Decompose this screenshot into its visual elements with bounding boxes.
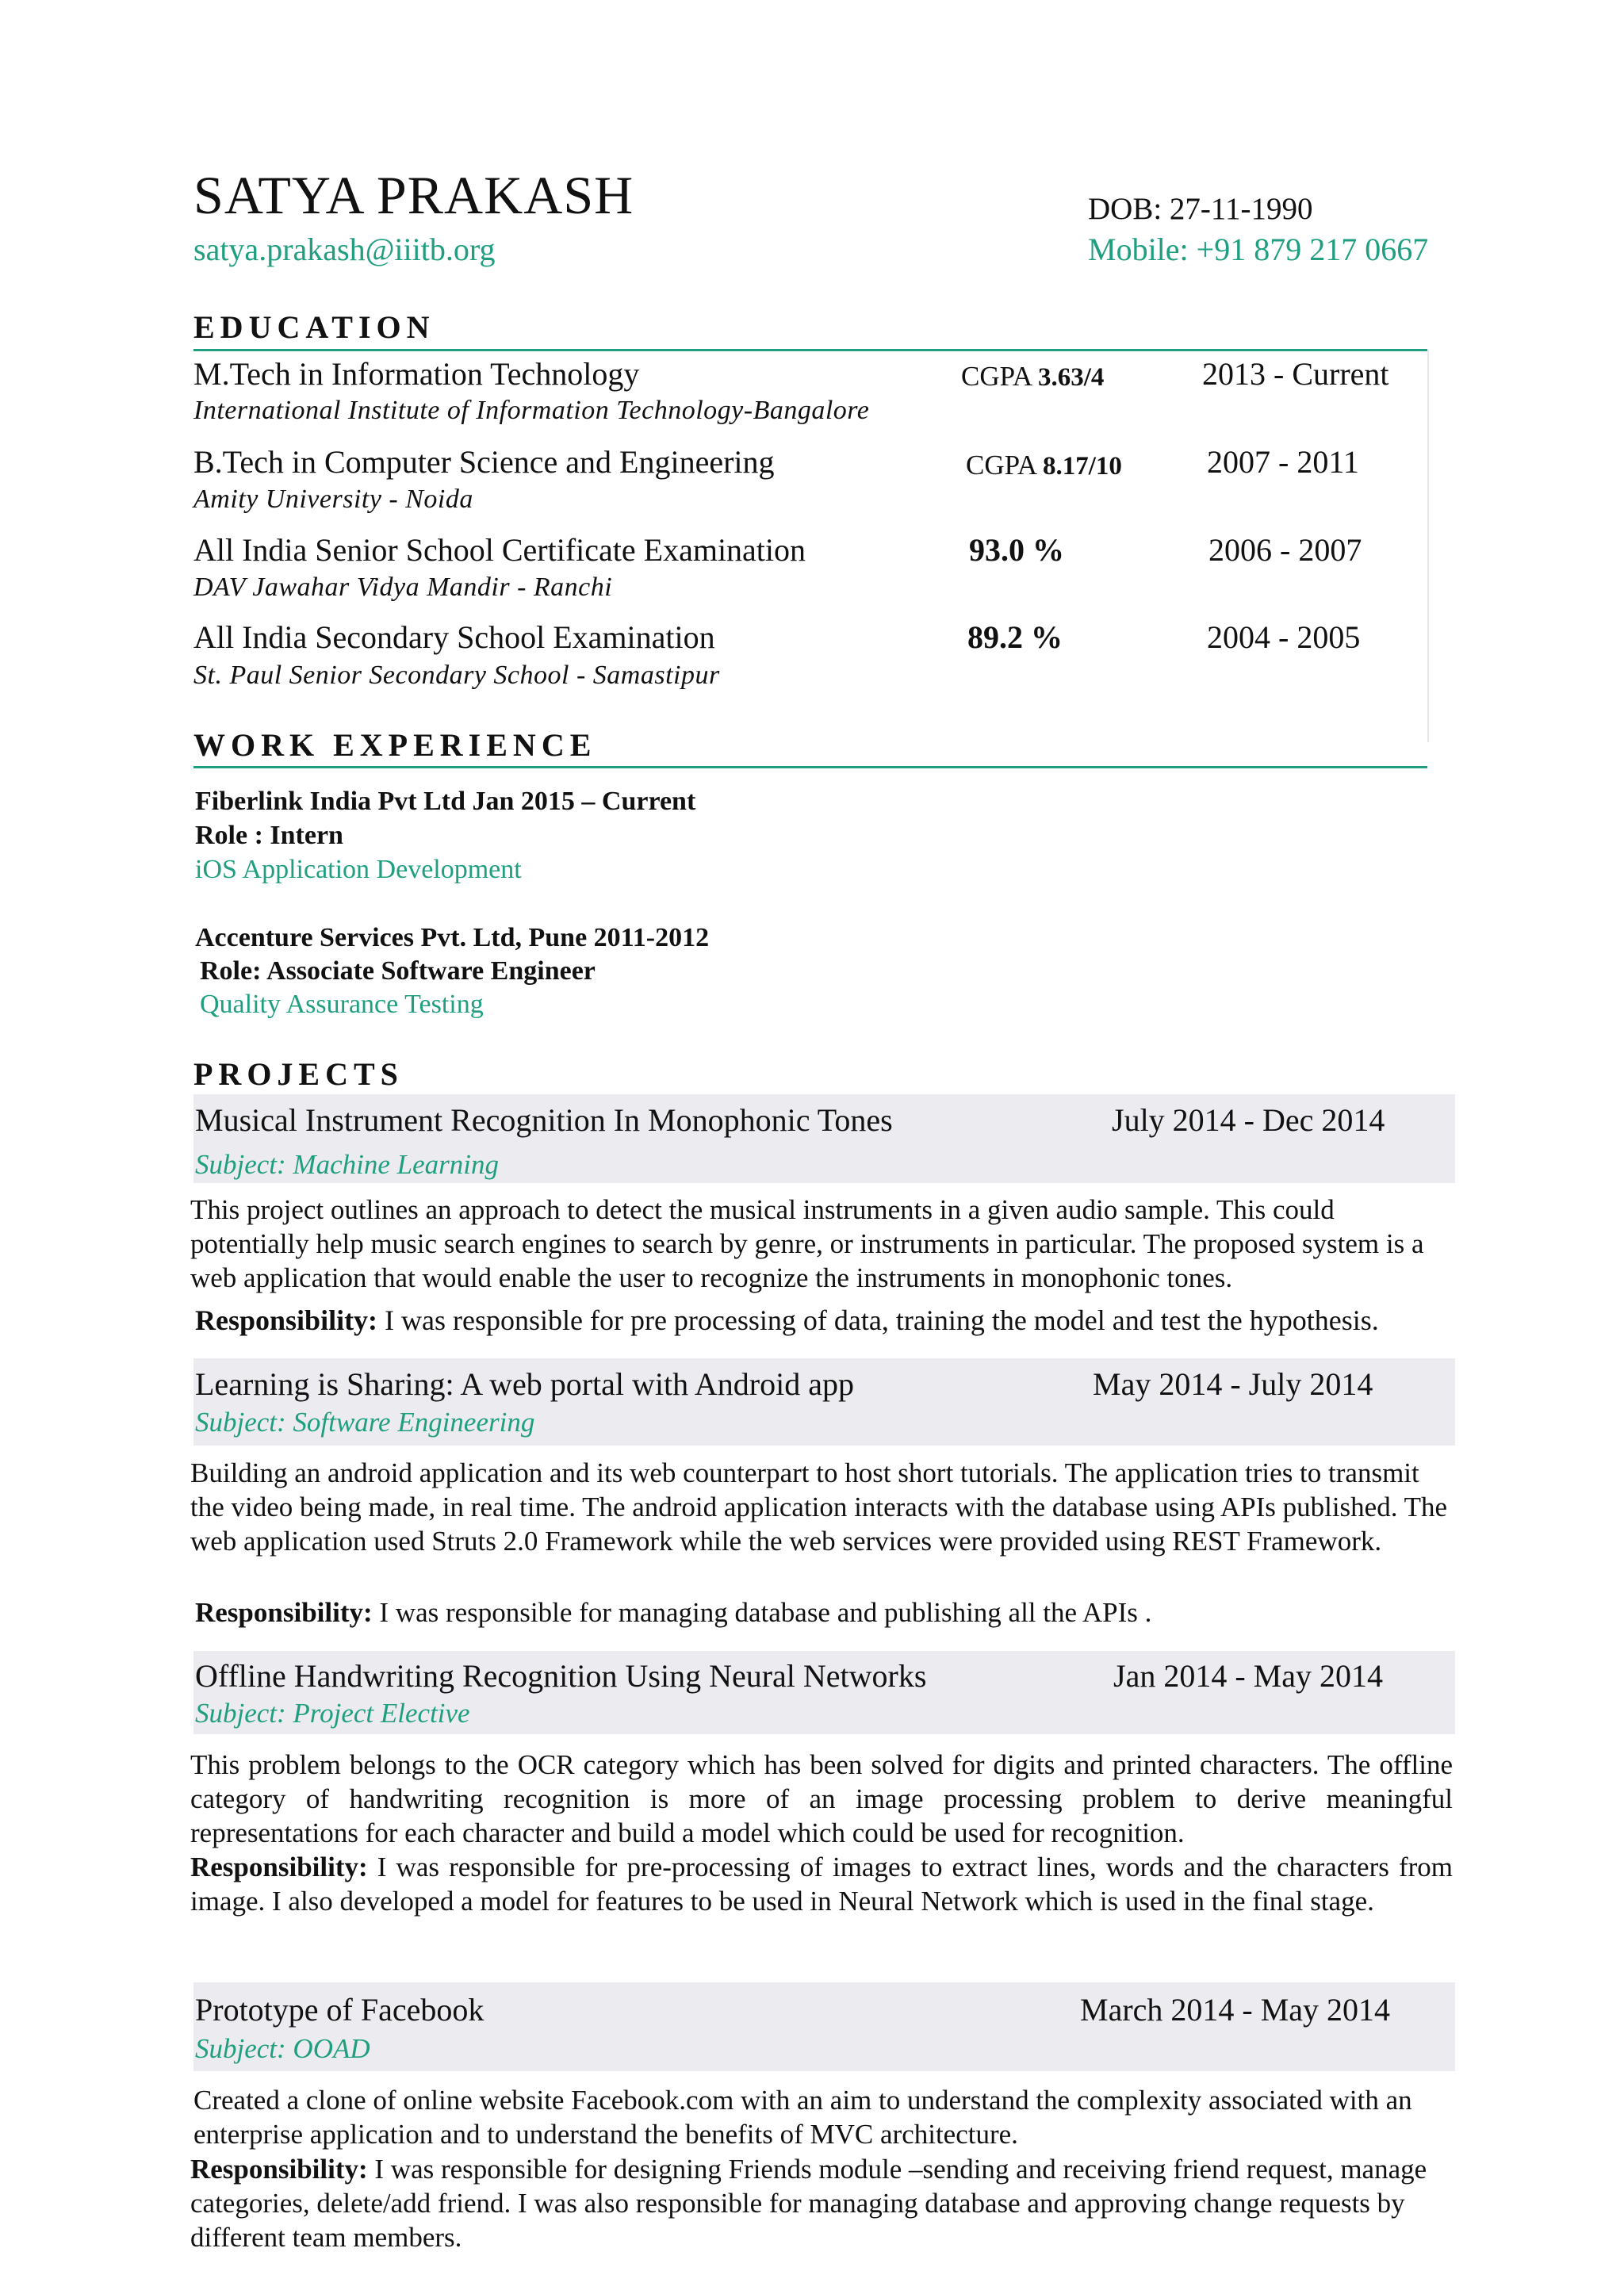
email-link[interactable]: satya.prakash@iiitb.org <box>193 232 496 267</box>
work-experience-divider <box>193 766 1427 768</box>
education-institution: Amity University - Noida <box>193 484 473 514</box>
project-dates: Jan 2014 - May 2014 <box>1113 1658 1383 1694</box>
project-dates: March 2014 - May 2014 <box>1080 1992 1391 2028</box>
project-title: Prototype of Facebook <box>195 1992 485 2028</box>
project-responsibility: Responsibility: I was responsible for designing Friends module –sending and receiving friend request, manage categories, delete/add friend. I was also responsible for managing database and approving change requests by different team members. <box>190 2154 1427 2253</box>
work-role: Role : Intern <box>195 821 343 850</box>
education-divider <box>193 349 1427 351</box>
education-institution: St. Paul Senior Secondary School - Samastipur <box>193 661 720 690</box>
education-years: 2013 - Current <box>1202 356 1389 392</box>
project-description: Building an android application and its web counterpart to host short tutorials. The application tries to transmit the video being made, in real time. The android application interacts with the database using APIs published. The web application used Struts 2.0 Framework while the web services were provided using REST Framework. <box>190 1457 1447 1557</box>
work-company: Accenture Services Pvt. Ltd, Pune 2011-2012 <box>195 923 710 952</box>
project-title: Musical Instrument Recognition In Monophonic Tones <box>195 1102 893 1138</box>
education-score: CGPA 8.17/10 <box>966 450 1122 481</box>
education-side-divider <box>1427 350 1429 742</box>
project-title: Offline Handwriting Recognition Using Neural Networks <box>195 1658 927 1694</box>
education-score: CGPA 3.63/4 <box>961 361 1105 392</box>
education-years: 2004 - 2005 <box>1207 619 1361 655</box>
candidate-name: SATYA PRAKASH <box>193 165 634 225</box>
project-description: This problem belongs to the OCR category which has been solved for digits and printed characters. The offline category of handwriting recognition is more of an image processing problem to derive meaningful representations for each character and build a model which could be used for recognition. <box>190 1749 1453 1848</box>
education-score: 89.2 % <box>967 619 1063 655</box>
project-responsibility: Responsibility: I was responsible for pre processing of data, training the model and test the hypothesis. <box>195 1304 1379 1336</box>
project-dates: May 2014 - July 2014 <box>1093 1366 1373 1402</box>
education-degree: M.Tech in Information Technology <box>193 356 640 392</box>
responsibility-label: Responsibility: <box>195 1597 373 1628</box>
project-subject: Subject: OOAD <box>195 2033 370 2064</box>
project-description: Created a clone of online website Facebook.com with an aim to understand the complexity associated with an enterprise application and to understand the benefits of MVC architecture. <box>193 2085 1412 2150</box>
work-description: Quality Assurance Testing <box>200 990 484 1019</box>
education-institution: DAV Jawahar Vidya Mandir - Ranchi <box>193 573 613 602</box>
project-description: This project outlines an approach to detect the musical instruments in a given audio sample. This could potentially help music search engines to search by genre, or instruments in particular. The proposed system is a web application that would enable the user to recognize the instruments in monophonic tones. <box>190 1194 1424 1293</box>
education-degree: All India Senior School Certificate Examination <box>193 532 806 568</box>
project-subject: Subject: Project Elective <box>195 1698 470 1729</box>
education-degree: All India Secondary School Examination <box>193 619 715 655</box>
date-of-birth: DOB: 27-11-1990 <box>1088 192 1313 226</box>
work-company: Fiberlink India Pvt Ltd Jan 2015 – Current <box>195 787 696 816</box>
education-score: 93.0 % <box>969 532 1064 568</box>
education-degree: B.Tech in Computer Science and Engineering <box>193 444 775 480</box>
project-responsibility: Responsibility: I was responsible for pre-processing of images to extract lines, words and the characters from image. I also developed a model for features to be used in Neural Network which is used in the final stage. <box>190 1852 1454 1917</box>
project-dates: July 2014 - Dec 2014 <box>1112 1102 1385 1138</box>
education-heading: EDUCATION <box>193 309 435 345</box>
responsibility-label: Responsibility: <box>190 1852 368 1882</box>
work-experience-heading: WORK EXPERIENCE <box>193 727 597 763</box>
project-title: Learning is Sharing: A web portal with Android app <box>195 1366 854 1402</box>
education-institution: International Institute of Information Technology-Bangalore <box>193 396 870 425</box>
project-subject: Subject: Machine Learning <box>195 1149 499 1180</box>
mobile-number: Mobile: +91 879 217 0667 <box>1088 232 1429 267</box>
work-role: Role: Associate Software Engineer <box>200 956 596 986</box>
responsibility-label: Responsibility: <box>190 2154 368 2185</box>
project-responsibility: Responsibility: I was responsible for managing database and publishing all the APIs . <box>195 1597 1152 1628</box>
projects-heading: PROJECTS <box>193 1056 404 1092</box>
work-description: iOS Application Development <box>195 855 522 884</box>
education-years: 2007 - 2011 <box>1207 444 1359 480</box>
responsibility-label: Responsibility: <box>195 1304 378 1336</box>
education-years: 2006 - 2007 <box>1208 532 1362 568</box>
project-subject: Subject: Software Engineering <box>195 1407 535 1438</box>
